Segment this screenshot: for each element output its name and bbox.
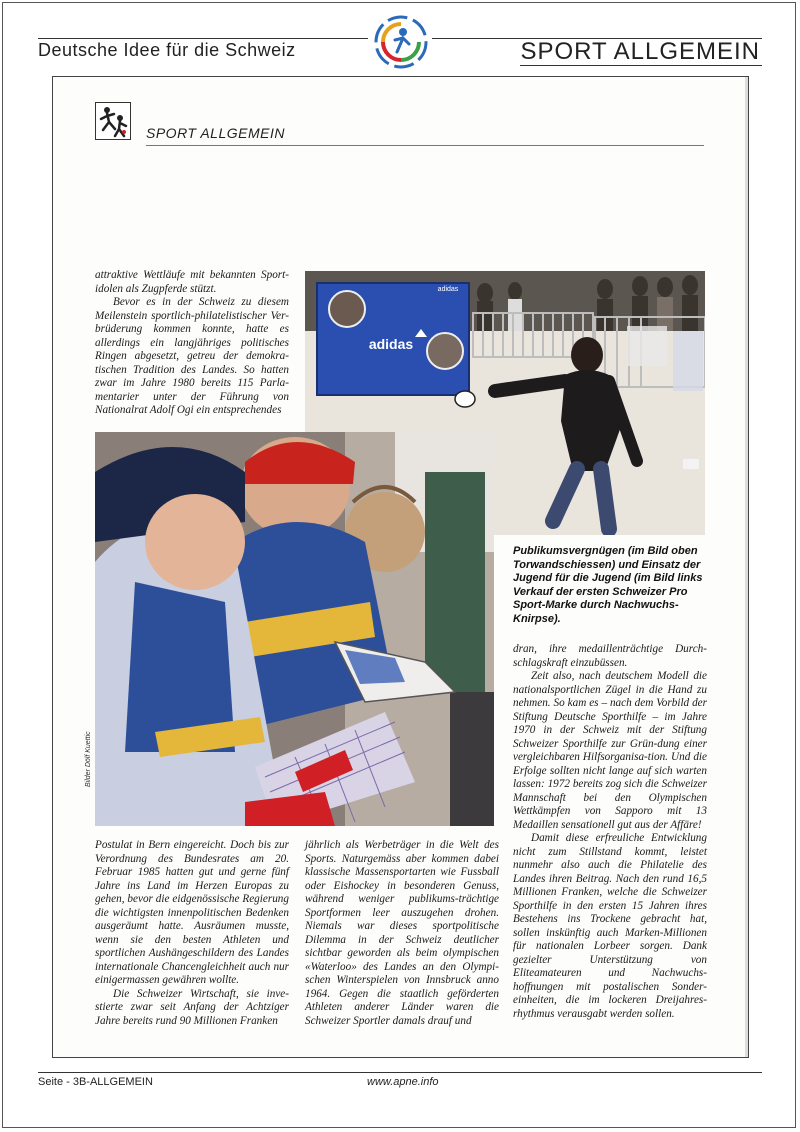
magazine-page: [52, 76, 749, 1058]
photo-credit: Bilder Dölf Kuettic: [85, 731, 92, 787]
paragraph: Bevor es in der Schweiz zu diesem Meilenstein sportlich-philatelistischer Ver-brüderung kommen konnte, hatte es allerdings ein langjähriges politisches Ringen abgesetzt, getreu der demokra-tischen Tradition des Landes. So hatten zwar im Jahre 1980 bereits 115 Parla-mentarier unter der Führung von Nationalrat Adolf Ogi ein entsprechendes: [95, 296, 289, 416]
paragraph: jährlich als Werbeträger in die Welt des Sports. Naturgemäss aber kommen dabei klassische Massensportarten wie Fussball oder Eishockey in besonderen Genuss, während weniger publikums-trächtige Sportformen leer auszugehen drohen. Niemals war dieses sportpolitische Dilemma in der Schweiz deutlicher sichtbar geworden als beim olympischen «Waterloo» des Landes an den Olympi-schen Winterspielen von Innsbruck anno 1964. Gegen die staatlich geförderten Athleten anderer Länder waren die Schweizer Sportler damals drauf und: [305, 839, 499, 1027]
goal-wall-brand: adidas: [368, 336, 414, 352]
sport-pictogram-icon: [95, 102, 131, 140]
article-text-left-top: [95, 269, 289, 418]
paragraph: attraktive Wettläufe mit bekannten Sport-idolen als Zugpferde stützt.: [95, 269, 289, 295]
header-left-title: Deutsche Idee für die Schweiz: [38, 40, 296, 60]
footer-page-label: Seite - 3B-ALLGEMEIN: [38, 1076, 153, 1088]
article-text-col1: [95, 839, 289, 1028]
goal-wall-brand-top: adidas: [437, 286, 459, 293]
header-rule-left: [38, 38, 368, 39]
header-right-title: SPORT ALLGEMEIN: [520, 38, 760, 65]
footer-rule: [38, 1072, 762, 1073]
kids-selling-stamps-photo: [95, 432, 494, 826]
article-text-col2: [305, 839, 499, 1028]
paragraph: Die Schweizer Wirtschaft, sie inve-stierte zwar seit Anfang der Achtziger Jahre bereits rund 90 Millionen Franken: [95, 987, 289, 1027]
sport-logo-icon: [373, 14, 429, 70]
paragraph: Postulat in Bern eingereicht. Doch bis zur Verordnung des Bundesrates am 20. Februar 1985 hatten gut und gerne fünf Jahre ins Land im Herzen Europas zu gehen, bevor die eidgenössische Regierung die wichtigsten innenpolitischen Bedenken ausgeräumt hatte. Ausräumen musste, wenn sie den besten Athleten und sportlichen Aushängeschildern des Landes internationale Chancengleichheit auch nur einigermassen gewähren wollte.: [95, 839, 289, 986]
photo-caption: Publikumsvergnügen (im Bild oben Torwandschiessen) und Einsatz der Jugend für die Jugend (im Bild links Verkauf der ersten Schweizer Pro Sport-Marke durch Nachwuchs-Knirpse).: [513, 545, 703, 625]
footer-website-link[interactable]: www.apne.info: [367, 1076, 439, 1088]
paragraph: Damit diese erfreuliche Entwicklung nicht zum Stillstand kommt, leistet nunmehr also auch die Philatelie des Landes ihren Beitrag. Nach den rund 16,5 Millionen Franken, welche die Schweizer Sporthilfe in den ersten 15 Jahren ihres Bestehens ins Trockene gebracht hat, sollen inskünftig auch Marken-Millionen für nationalen Lorbeer sorgen. Dank gezielter Unterstützung von Eliteamateuren und Nachwuchs-hoffnungen mit postalischen Sonder-einheiten, die im lockeren Dreijahres-rhythmus verausgabt werden sollen.: [513, 832, 707, 1020]
section-title: SPORT ALLGEMEIN: [146, 125, 285, 141]
paragraph: Zeit also, nach deutschem Modell die nationalsportlichen Zügel in die Hand zu nehmen. So kam es – nach dem Vorbild der Stiftung Deutsche Sporthilfe – im Jahre 1970 in der Schweiz mit der Stiftung Schweizer Sporthilfe zur Grün-dung einer vergleichbaren Hilfsorganisa-tion. Und die Erfolge sollten nicht lange auf sich warten lassen: 1972 bereits zog sich die Schweizer Mannschaft bei den Olympischen Wettkämpfen von Sapporo mit 13 Medaillen sensationell gut aus der Affäre!: [513, 670, 707, 831]
article-text-col3: [513, 643, 707, 1021]
section-rule: [146, 145, 704, 146]
paragraph: dran, ihre medaillenträchtige Durch-schlagskraft einzubüssen.: [513, 643, 707, 669]
